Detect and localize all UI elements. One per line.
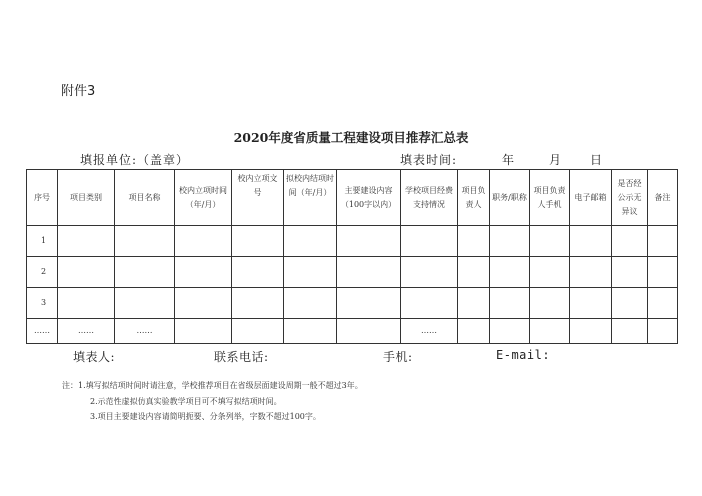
note-line-2: 2.示范性虚拟仿真实验教学项目可不填写拟结项时间。 [90, 397, 282, 406]
table-header-row [27, 170, 678, 226]
table-cell: 2 [27, 257, 58, 288]
table-cell[interactable] [570, 226, 612, 257]
table-cell[interactable] [401, 226, 458, 257]
table-cell[interactable] [115, 226, 175, 257]
note-line-1: 注：1.填写拟结项时间时请注意，学校推荐项目在省级层面建设周期一般不超过3年。 [62, 381, 363, 390]
table-cell[interactable] [337, 319, 401, 344]
table-row [27, 288, 678, 319]
table-cell[interactable] [648, 257, 678, 288]
fill-unit-label: 填报单位:（盖章） [80, 153, 190, 167]
table-cell[interactable] [58, 257, 115, 288]
header-project-category: 项目类别 [58, 170, 115, 226]
table-cell[interactable] [175, 319, 232, 344]
table-cell[interactable] [648, 288, 678, 319]
table-cell[interactable] [58, 288, 115, 319]
email-label: E-mail: [496, 348, 551, 362]
table-cell[interactable] [648, 226, 678, 257]
table-cell[interactable] [284, 288, 337, 319]
table-cell[interactable] [490, 288, 530, 319]
contact-phone-label: 联系电话: [214, 350, 269, 364]
table-cell[interactable] [175, 226, 232, 257]
attachment-label: 附件3 [61, 84, 96, 99]
table-cell[interactable] [284, 226, 337, 257]
header-index: 序号 [27, 170, 58, 226]
table-cell[interactable] [648, 319, 678, 344]
table-cell[interactable] [530, 226, 570, 257]
document-title: 2020年度省质量工程建设项目推荐汇总表 [233, 130, 469, 145]
mobile-label: 手机: [383, 350, 413, 364]
table-cell: …… [58, 319, 115, 344]
table-cell[interactable] [490, 319, 530, 344]
header-leader-mobile: 项目负责人手机 [530, 170, 570, 226]
table-cell[interactable] [570, 257, 612, 288]
filler-label: 填表人: [73, 350, 116, 364]
table-cell[interactable] [490, 257, 530, 288]
month-label: 月 [549, 153, 563, 167]
header-project-name: 项目名称 [115, 170, 175, 226]
table-cell[interactable] [232, 257, 284, 288]
table-cell[interactable] [490, 226, 530, 257]
note-line-3: 3.项目主要建设内容请简明扼要、分条列举，字数不超过100字。 [90, 412, 321, 421]
table-cell[interactable] [612, 226, 648, 257]
table-row [27, 319, 678, 344]
table-row [27, 257, 678, 288]
table-cell[interactable] [232, 226, 284, 257]
header-position-title: 职务/职称 [490, 170, 530, 226]
table-row [27, 226, 678, 257]
day-label: 日 [590, 153, 604, 167]
table-cell: …… [115, 319, 175, 344]
table-cell[interactable] [530, 288, 570, 319]
table-cell[interactable] [612, 257, 648, 288]
table-cell: …… [401, 319, 458, 344]
header-email: 电子邮箱 [570, 170, 612, 226]
header-publicity: 是否经公示无异议 [612, 170, 648, 226]
header-project-leader: 项目负责人 [458, 170, 490, 226]
table-cell[interactable] [175, 288, 232, 319]
table-cell[interactable] [58, 226, 115, 257]
table-cell[interactable] [284, 257, 337, 288]
table-cell[interactable] [530, 257, 570, 288]
table-cell[interactable] [115, 288, 175, 319]
table-cell[interactable] [458, 319, 490, 344]
table-cell: 3 [27, 288, 58, 319]
table-cell[interactable] [458, 257, 490, 288]
table-cell: …… [27, 319, 58, 344]
table-cell[interactable] [337, 226, 401, 257]
table-cell: 1 [27, 226, 58, 257]
header-remarks: 备注 [648, 170, 678, 226]
table-cell[interactable] [115, 257, 175, 288]
table-cell[interactable] [337, 257, 401, 288]
table-cell[interactable] [612, 319, 648, 344]
table-cell[interactable] [401, 288, 458, 319]
header-main-content: 主要建设内容（100字以内） [337, 170, 401, 226]
table-cell[interactable] [570, 319, 612, 344]
table-cell[interactable] [175, 257, 232, 288]
table-cell[interactable] [401, 257, 458, 288]
header-approval-time: 校内立项时间（年/月） [175, 170, 232, 226]
table-cell[interactable] [570, 288, 612, 319]
fill-time-label: 填表时间: [400, 153, 458, 167]
header-approval-number: 校内立项文号 [232, 170, 284, 226]
table-cell[interactable] [612, 288, 648, 319]
year-label: 年 [502, 153, 516, 167]
table-cell[interactable] [458, 288, 490, 319]
table-cell[interactable] [232, 288, 284, 319]
header-funding: 学校项目经费支持情况 [401, 170, 458, 226]
table-cell[interactable] [337, 288, 401, 319]
table-cell[interactable] [458, 226, 490, 257]
summary-table [26, 169, 678, 344]
table-cell[interactable] [284, 319, 337, 344]
table-cell[interactable] [232, 319, 284, 344]
header-completion-time: 拟校内结项时间（年/月） [284, 170, 337, 226]
table-cell[interactable] [530, 319, 570, 344]
